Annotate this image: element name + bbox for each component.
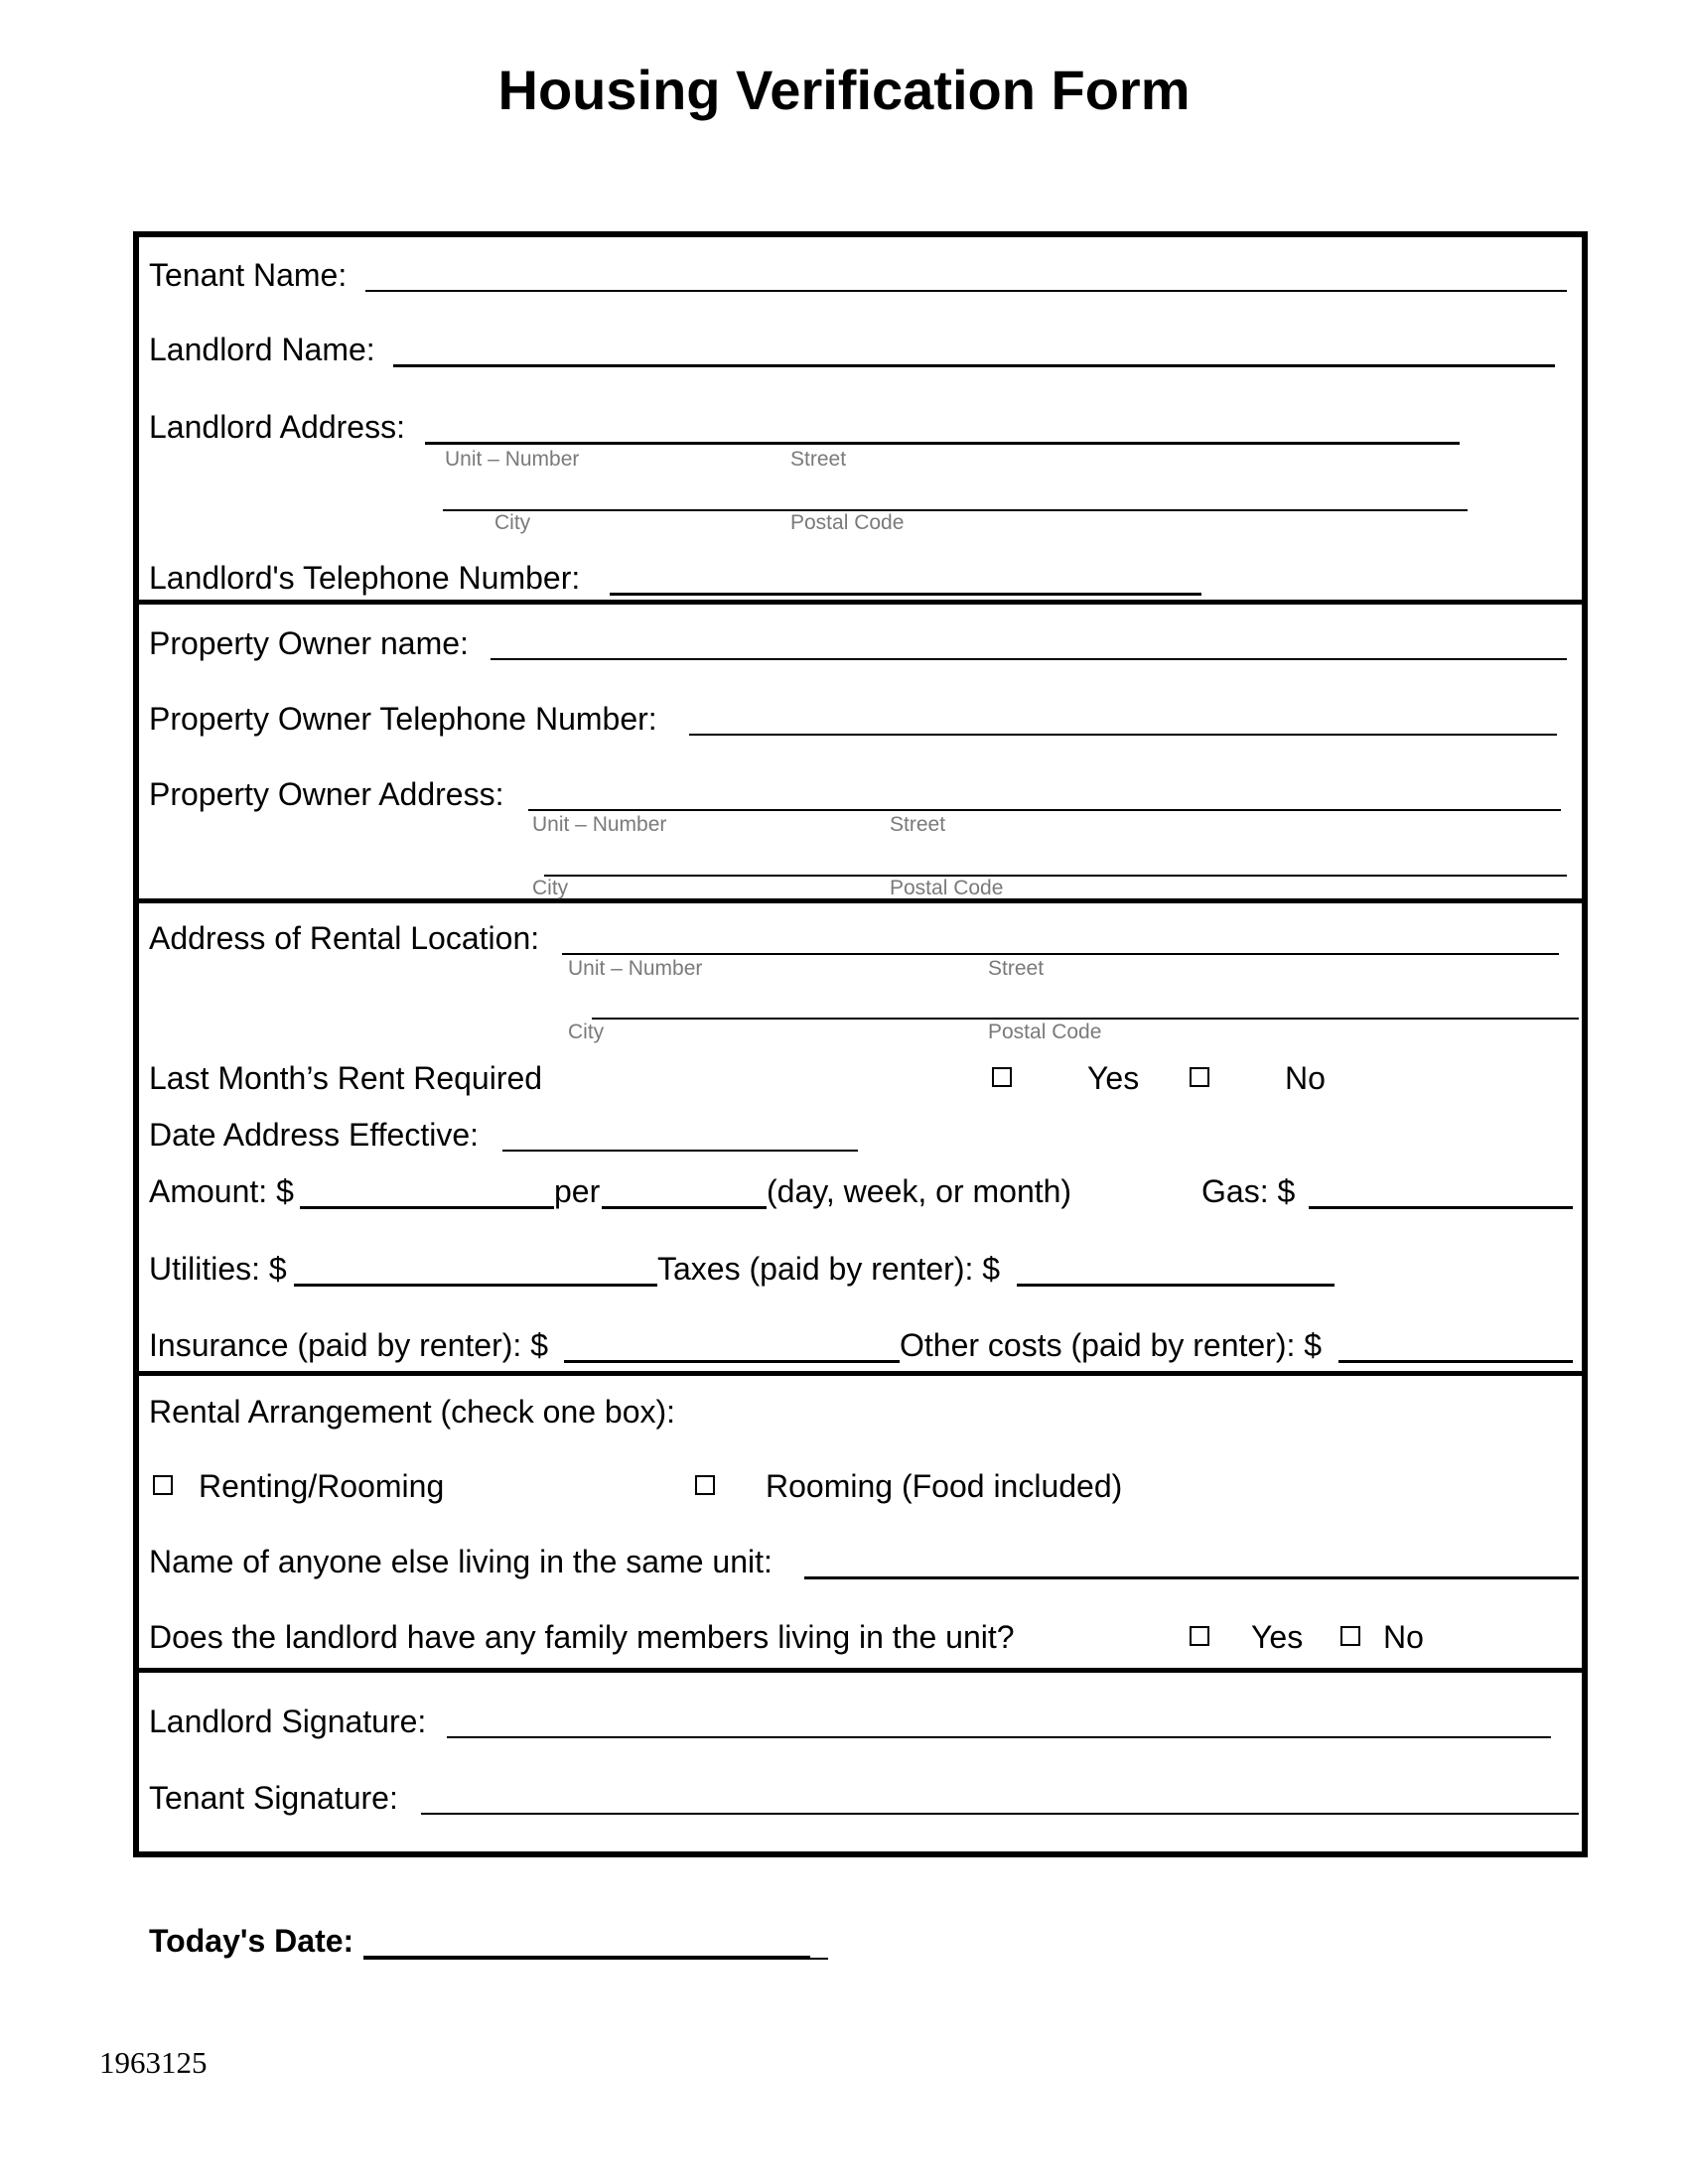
- period-note: (day, week, or month): [767, 1173, 1072, 1209]
- todays-date-field[interactable]: [363, 1956, 810, 1960]
- todays-date-label: Today's Date:: [149, 1923, 354, 1959]
- section-divider: [133, 898, 1588, 903]
- postal-code-caption: Postal Code: [988, 1021, 1102, 1043]
- family-no-checkbox[interactable]: [1340, 1626, 1360, 1646]
- form-title: Housing Verification Form: [497, 59, 1191, 121]
- owner-address-city-field[interactable]: [544, 875, 1567, 877]
- rental-address-street-field[interactable]: [562, 953, 1559, 955]
- landlord-address-city-field[interactable]: [443, 509, 1468, 511]
- family-question-label: Does the landlord have any family members living in the unit?: [149, 1619, 1015, 1655]
- gas-label: Gas: $: [1201, 1173, 1296, 1209]
- street-caption: Street: [890, 813, 946, 836]
- section-divider: [133, 1668, 1588, 1673]
- landlord-phone-label: Landlord's Telephone Number:: [149, 560, 581, 596]
- owner-phone-label: Property Owner Telephone Number:: [149, 701, 657, 737]
- landlord-name-label: Landlord Name:: [149, 332, 375, 367]
- yes-label: Yes: [1087, 1060, 1140, 1096]
- others-living-label: Name of anyone else living in the same unit:: [149, 1544, 773, 1579]
- rooming-food-checkbox[interactable]: [695, 1475, 715, 1495]
- unit-number-caption: Unit – Number: [445, 448, 580, 471]
- arrangement-heading: Rental Arrangement (check one box):: [149, 1394, 676, 1430]
- last-month-rent-label: Last Month’s Rent Required: [149, 1060, 543, 1096]
- insurance-field[interactable]: [564, 1360, 900, 1363]
- postal-code-caption: Postal Code: [790, 511, 905, 534]
- city-caption: City: [568, 1021, 605, 1043]
- taxes-label: Taxes (paid by renter): $: [657, 1251, 1001, 1287]
- last-month-rent-no-checkbox[interactable]: [1190, 1067, 1209, 1087]
- owner-name-label: Property Owner name:: [149, 625, 469, 661]
- city-caption: City: [494, 511, 531, 534]
- date-effective-label: Date Address Effective:: [149, 1117, 480, 1153]
- last-month-rent-yes-checkbox[interactable]: [992, 1067, 1012, 1087]
- owner-address-street-field[interactable]: [528, 809, 1561, 811]
- gas-field[interactable]: [1309, 1206, 1573, 1209]
- street-caption: Street: [790, 448, 847, 471]
- no-label: No: [1285, 1060, 1326, 1096]
- utilities-field[interactable]: [294, 1284, 657, 1287]
- landlord-phone-field[interactable]: [610, 593, 1201, 596]
- tenant-signature-field[interactable]: [421, 1813, 1579, 1815]
- other-costs-label: Other costs (paid by renter): $: [900, 1327, 1323, 1363]
- per-label: per: [554, 1173, 601, 1209]
- section-divider: [133, 1371, 1588, 1376]
- unit-number-caption: Unit – Number: [532, 813, 667, 836]
- tenant-signature-label: Tenant Signature:: [149, 1780, 398, 1816]
- owner-name-field[interactable]: [491, 658, 1567, 660]
- period-field[interactable]: [602, 1206, 767, 1209]
- others-living-field[interactable]: [804, 1576, 1579, 1579]
- tenant-name-label: Tenant Name:: [149, 257, 348, 293]
- amount-field[interactable]: [300, 1206, 554, 1209]
- postal-code-caption: Postal Code: [890, 877, 1004, 899]
- landlord-address-street-field[interactable]: [425, 442, 1460, 445]
- family-yes-checkbox[interactable]: [1190, 1626, 1209, 1646]
- owner-phone-field[interactable]: [689, 734, 1557, 736]
- taxes-field[interactable]: [1017, 1284, 1335, 1287]
- amount-label: Amount: $: [149, 1173, 294, 1209]
- tenant-name-field[interactable]: [365, 290, 1567, 292]
- date-effective-field[interactable]: [502, 1150, 858, 1152]
- city-caption: City: [532, 877, 569, 899]
- section-divider: [133, 600, 1588, 605]
- utilities-label: Utilities: $: [149, 1251, 287, 1287]
- form-border: [133, 231, 1588, 1857]
- rental-address-label: Address of Rental Location:: [149, 920, 540, 956]
- owner-address-label: Property Owner Address:: [149, 776, 504, 812]
- yes-label: Yes: [1251, 1619, 1304, 1655]
- rooming-food-label: Rooming (Food included): [766, 1468, 1123, 1504]
- street-caption: Street: [988, 957, 1045, 980]
- landlord-signature-label: Landlord Signature:: [149, 1704, 427, 1739]
- no-label: No: [1383, 1619, 1424, 1655]
- document-id: 1963125: [99, 2045, 208, 2080]
- landlord-name-field[interactable]: [393, 364, 1555, 367]
- todays-date-field-end: [810, 1958, 828, 1960]
- renting-rooming-checkbox[interactable]: [153, 1475, 173, 1495]
- unit-number-caption: Unit – Number: [568, 957, 703, 980]
- insurance-label: Insurance (paid by renter): $: [149, 1327, 548, 1363]
- landlord-signature-field[interactable]: [447, 1736, 1551, 1738]
- other-costs-field[interactable]: [1338, 1360, 1573, 1363]
- rental-address-city-field[interactable]: [592, 1018, 1579, 1020]
- landlord-address-label: Landlord Address:: [149, 409, 405, 445]
- renting-rooming-label: Renting/Rooming: [199, 1468, 445, 1504]
